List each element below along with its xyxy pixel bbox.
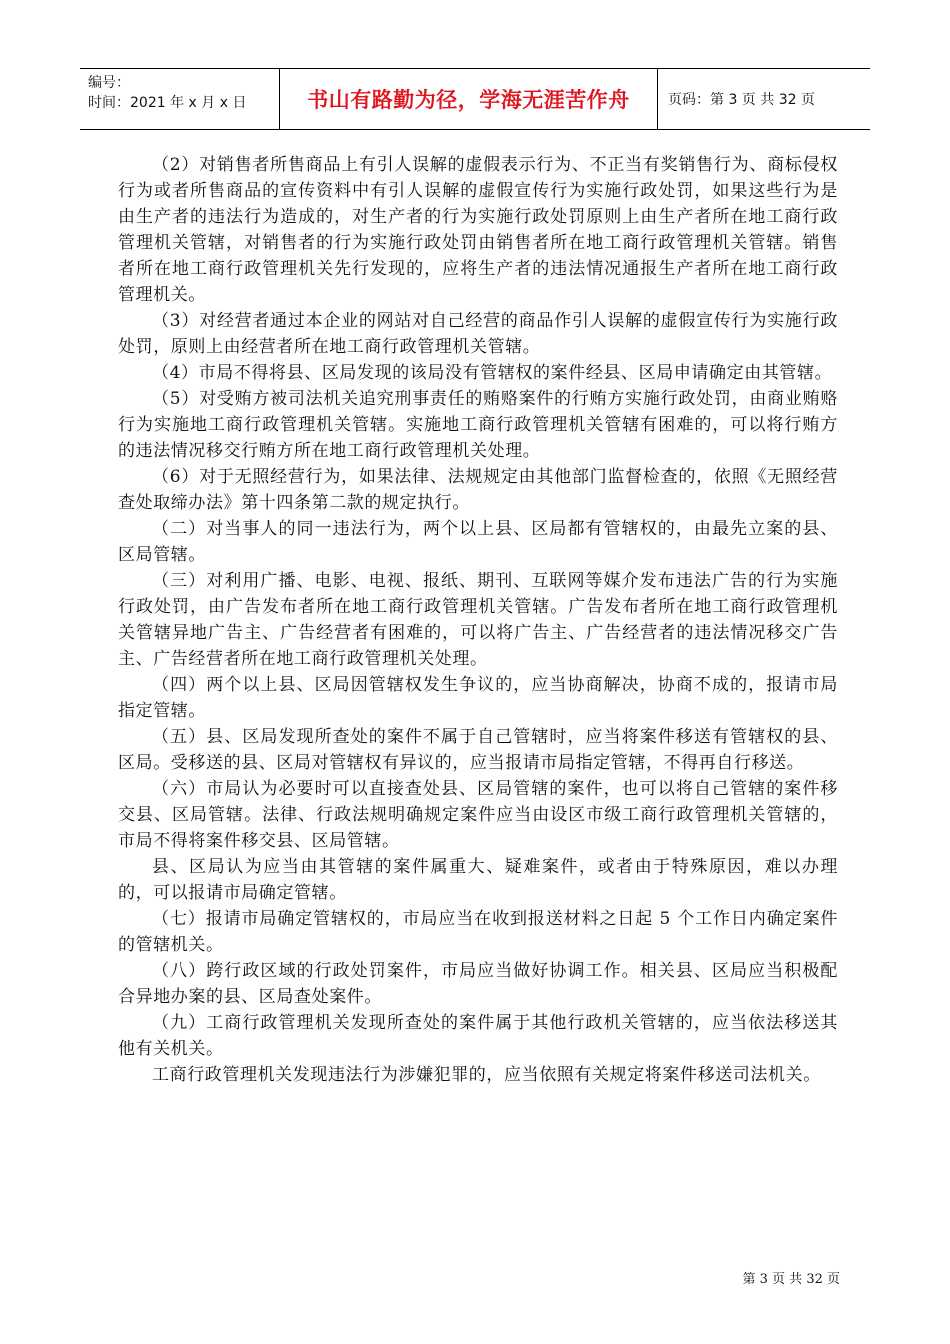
header-page-number: 页码：第 3 页 共 32 页 <box>668 92 815 108</box>
page-header <box>80 68 870 130</box>
document-number-label: 编号： <box>88 75 130 91</box>
paragraph: （3）对经营者通过本企业的网站对自己经营的商品作引人误解的虚假宣传行为实施行政处罚，原则上由经营者所在地工商行政管理机关管辖。 <box>118 311 838 357</box>
paragraph: 县、区局认为应当由其管辖的案件属重大、疑难案件，或者由于特殊原因，难以办理的，可以报请市局确定管辖。 <box>118 857 838 903</box>
paragraph: （四）两个以上县、区局因管辖权发生争议的，应当协商解决，协商不成的，报请市局指定管辖。 <box>118 675 838 721</box>
header-motto: 书山有路勤为径，学海无涯苦作舟 <box>307 88 630 112</box>
header-meta <box>80 69 280 129</box>
paragraph: （八）跨行政区域的行政处罚案件，市局应当做好协调工作。相关县、区局应当积极配合异地办案的县、区局查处案件。 <box>118 961 838 1007</box>
paragraph: （六）市局认为必要时可以直接查处县、区局管辖的案件，也可以将自己管辖的案件移交县、区局管辖。法律、行政法规明确规定案件应当由设区市级工商行政管理机关管辖的，市局不得将案件移交县、区局管辖。 <box>118 779 838 851</box>
document-body <box>118 152 838 1088</box>
header-page-cell <box>658 69 870 129</box>
paragraph: （三）对利用广播、电影、电视、报纸、期刊、互联网等媒介发布违法广告的行为实施行政处罚，由广告发布者所在地工商行政管理机关管辖。广告发布者所在地工商行政管理机关管辖异地广告主、广告经营者有困难的，可以将广告主、广告经营者的违法情况移交广告主、广告经营者所在地工商行政管理机关处理。 <box>118 571 838 669</box>
paragraph: （6）对于无照经营行为，如果法律、法规规定由其他部门监督检查的，依照《无照经营查处取缔办法》第十四条第二款的规定执行。 <box>118 467 838 513</box>
paragraph: （九）工商行政管理机关发现所查处的案件属于其他行政机关管辖的，应当依法移送其他有关机关。 <box>118 1013 838 1059</box>
paragraph: （4）市局不得将县、区局发现的该局没有管辖权的案件经县、区局申请确定由其管辖。 <box>152 363 833 383</box>
footer-page-number: 第 3 页 共 32 页 <box>742 1272 840 1287</box>
paragraph: 工商行政管理机关发现违法行为涉嫌犯罪的，应当依照有关规定将案件移送司法机关。 <box>152 1065 821 1085</box>
paragraph: （七）报请市局确定管辖权的，市局应当在收到报送材料之日起 5 个工作日内确定案件的管辖机关。 <box>118 909 838 955</box>
document-date-label: 时间：2021 年 x 月 x 日 <box>88 95 247 111</box>
paragraph: （二）对当事人的同一违法行为，两个以上县、区局都有管辖权的，由最先立案的县、区局管辖。 <box>118 519 838 565</box>
paragraph: （5）对受贿方被司法机关追究刑事责任的贿赂案件的行贿方实施行政处罚，由商业贿赂行为实施地工商行政管理机关管辖。实施地工商行政管理机关管辖有困难的，可以将行贿方的违法情况移交行贿方所在地工商行政管理机关处理。 <box>118 389 838 461</box>
paragraph: （五）县、区局发现所查处的案件不属于自己管辖时，应当将案件移送有管辖权的县、区局。受移送的县、区局对管辖权有异议的，应当报请市局指定管辖，不得再自行移送。 <box>118 727 838 773</box>
header-motto-cell <box>280 69 658 129</box>
paragraph: （2）对销售者所售商品上有引人误解的虚假表示行为、不正当有奖销售行为、商标侵权行为或者所售商品的宣传资料中有引人误解的虚假宣传行为实施行政处罚，如果这些行为是由生产者的违法行为造成的，对生产者的行为实施行政处罚原则上由生产者所在地工商行政管理机关管辖，对销售者的行为实施行政处罚由销售者所在地工商行政管理机关管辖。销售者所在地工商行政管理机关先行发现的，应将生产者的违法情况通报生产者所在地工商行政管理机关。 <box>118 155 838 305</box>
